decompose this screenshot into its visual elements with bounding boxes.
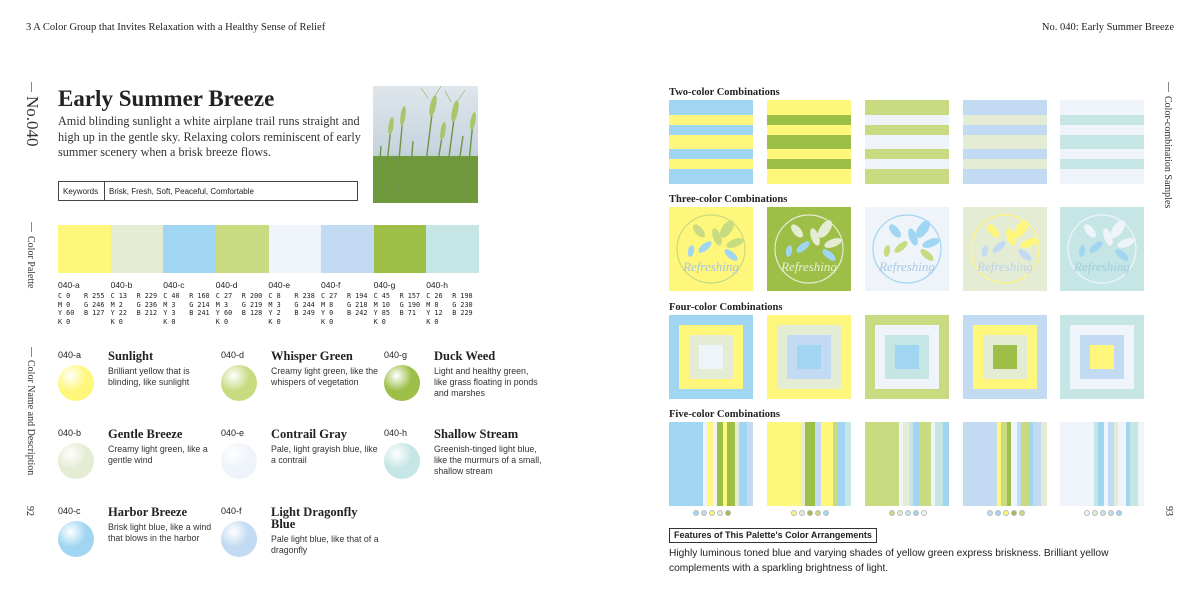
palette-code: [374, 281, 426, 326]
color-sphere: [58, 365, 94, 401]
rgb-value: B 212: [136, 309, 158, 318]
side-rule: [31, 82, 32, 92]
five-color-tile: [767, 422, 851, 506]
color-dot: [1100, 510, 1106, 516]
rgb-value: G 236: [136, 300, 158, 309]
two-color-title: Two-color Combinations: [669, 87, 780, 98]
keywords-box: [58, 181, 358, 201]
palette-code-id: 040-a: [58, 280, 80, 290]
color-dot: [693, 510, 699, 516]
rgb-value: B 71: [399, 309, 416, 318]
four-color-tile: [767, 315, 851, 399]
rgb-value: [84, 318, 110, 327]
three-color-title: Three-color Combinations: [669, 194, 788, 205]
color-description: Creamy light green, like the whispers of vegetation: [271, 366, 379, 387]
color-id: 040-e: [221, 428, 245, 438]
color-name: Light Dragonfly Blue: [271, 505, 358, 531]
cmyk-value: M 3: [268, 300, 281, 309]
rgb-value: B 127: [84, 309, 105, 318]
cmyk-value: M 0: [426, 300, 439, 309]
cmyk-value: K 0: [110, 317, 123, 326]
rgb-value: [294, 318, 320, 327]
color-dot: [913, 510, 919, 516]
three-color-tile: [1060, 207, 1144, 291]
rgb-value: [347, 318, 373, 327]
two-color-tile: [669, 100, 753, 184]
palette-code-id: 040-g: [373, 280, 396, 290]
rgb-value: B 242: [347, 309, 368, 318]
color-dots: [693, 510, 731, 518]
cmyk-value: C 27: [321, 292, 338, 300]
rgb-value: B 128: [241, 309, 263, 318]
color-dot: [1011, 510, 1017, 516]
running-head-left: 3 A Color Group that Invites Relaxation with a Healthy Sense of Relief: [26, 22, 326, 33]
keywords-label: Keywords: [59, 182, 105, 200]
palette-code-id: 040-f: [321, 280, 341, 290]
rgb-value: G 219: [241, 300, 263, 309]
palette-code: [58, 281, 110, 326]
palette-code: [163, 281, 215, 326]
side-label-palette: Color Palette: [25, 236, 36, 289]
leaf-illustration: [669, 207, 753, 291]
color-name: Harbor Breeze: [108, 505, 188, 519]
rgb-value: R 198: [452, 292, 473, 300]
color-dot: [1003, 510, 1009, 516]
features-label: Features of This Palette's Color Arrangements: [669, 528, 877, 543]
four-color-tile: [669, 315, 753, 399]
cmyk-value: M 10: [373, 300, 390, 309]
page-number-right: 93: [1163, 506, 1174, 516]
rgb-value: [137, 318, 163, 327]
color-dot: [725, 510, 731, 516]
keywords-value: Brisk, Fresh, Soft, Peaceful, Comfortable: [109, 187, 254, 196]
cmyk-value: C 27: [215, 292, 233, 300]
color-description: Light and healthy green, like grass floating in ponds and marshes: [434, 366, 538, 398]
color-id: 040-h: [384, 428, 408, 438]
color-name: Sunlight: [108, 349, 154, 363]
three-color-tile: [865, 207, 949, 291]
palette-code: [426, 281, 478, 326]
cmyk-value: M 2: [110, 300, 123, 309]
color-dot: [1084, 510, 1090, 516]
two-color-tile: [767, 100, 851, 184]
color-dot: [1108, 510, 1114, 516]
color-dot: [823, 510, 829, 516]
palette-swatch: [216, 225, 269, 273]
color-entry: [58, 350, 218, 420]
color-dot: [1092, 510, 1098, 516]
five-color-tile: [1060, 422, 1144, 506]
color-sphere: [221, 443, 257, 479]
palette-code-id: 040-e: [268, 280, 291, 290]
color-id: 040-f: [221, 506, 242, 516]
cmyk-value: K 0: [373, 317, 386, 326]
palette-code: [111, 281, 163, 326]
color-name: Shallow Stream: [434, 427, 519, 441]
color-sphere: [221, 365, 257, 401]
color-name: Whisper Green: [271, 349, 353, 363]
color-dot: [1019, 510, 1025, 516]
palette-swatch: [58, 225, 111, 273]
cmyk-value: K 0: [321, 317, 334, 326]
color-dot: [717, 510, 723, 516]
refreshing-lettering: Refreshing: [683, 259, 739, 274]
color-dots: [987, 510, 1025, 518]
two-color-tile: [1060, 100, 1144, 184]
color-description: Brilliant yellow that is blinding, like sunlight: [108, 366, 190, 387]
refreshing-lettering: Refreshing: [781, 259, 837, 274]
palette-strip: [58, 225, 479, 273]
page-title: Early Summer Breeze: [58, 86, 275, 111]
rgb-value: G 190: [399, 300, 421, 309]
rgb-value: R 255: [84, 292, 105, 300]
color-dot: [921, 510, 927, 516]
color-entry: [384, 350, 544, 420]
rgb-value: [242, 318, 268, 327]
cmyk-value: M 3: [215, 300, 229, 309]
rgb-value: R 238: [294, 292, 315, 300]
color-dot: [807, 510, 813, 516]
leaf-illustration: [1060, 207, 1144, 291]
palette-code: [321, 281, 373, 326]
page-description: Amid blinding sunlight a white airplane trail runs straight and high up in the gentle sky. Relaxing colors reminiscent of early summer scenery when a brisk breeze flows.: [58, 114, 361, 159]
color-dot: [799, 510, 805, 516]
side-rule: [31, 347, 32, 357]
color-description: Pale, light grayish blue, like a contrail: [271, 444, 378, 465]
color-id: 040-b: [58, 428, 82, 438]
rgb-value: G 218: [347, 300, 368, 309]
rgb-value: R 194: [347, 292, 368, 300]
color-sphere: [58, 521, 94, 557]
cmyk-value: Y 12: [426, 309, 443, 318]
color-entry: [221, 506, 381, 576]
four-color-tile: [865, 315, 949, 399]
color-description: Creamy light green, like a gentle wind: [108, 444, 208, 465]
palette-swatch: [321, 225, 374, 273]
refreshing-lettering: Refreshing: [977, 259, 1033, 274]
cmyk-value: K 0: [163, 317, 176, 326]
five-color-title: Five-color Combinations: [669, 409, 780, 420]
color-dots: [1084, 510, 1122, 518]
cmyk-value: Y 0: [321, 309, 334, 318]
color-dot: [905, 510, 911, 516]
wheat-field-photo: [373, 86, 478, 203]
palette-code: [216, 281, 268, 326]
color-dots: [889, 510, 927, 518]
leaf-illustration: [767, 207, 851, 291]
five-color-tile: [865, 422, 949, 506]
cmyk-value: C 26: [426, 292, 443, 300]
color-entry: [58, 428, 218, 498]
three-color-tile: [963, 207, 1047, 291]
color-sphere: [384, 443, 420, 479]
rgb-value: [452, 318, 478, 327]
color-entry: [221, 428, 381, 498]
color-sphere: [384, 365, 420, 401]
four-color-title: Four-color Combinations: [669, 302, 783, 313]
palette-number: No.040: [23, 96, 42, 147]
rgb-value: R 200: [241, 292, 263, 300]
side-rule: [1168, 82, 1169, 92]
palette-swatch: [374, 225, 427, 273]
rgb-value: B 229: [452, 309, 473, 318]
side-label-name-desc: Color Name and Description: [25, 360, 36, 476]
cmyk-value: Y 85: [373, 309, 390, 318]
side-label-samples: Color-combination Samples: [1162, 96, 1173, 209]
color-entry: [384, 428, 544, 498]
cmyk-value: K 0: [268, 317, 281, 326]
running-head-right: No. 040: Early Summer Breeze: [1041, 22, 1174, 33]
five-color-tile: [963, 422, 1047, 506]
palette-code: [268, 281, 320, 326]
rgb-value: [189, 318, 215, 327]
cmyk-value: M 0: [58, 300, 71, 309]
color-dot: [1116, 510, 1122, 516]
palette-swatch: [426, 225, 479, 273]
color-dot: [889, 510, 895, 516]
refreshing-lettering: Refreshing: [1074, 259, 1130, 274]
cmyk-value: Y 22: [110, 309, 127, 318]
page-number-left: 92: [24, 506, 35, 516]
rgb-value: B 249: [294, 309, 315, 318]
leaf-illustration: [963, 207, 1047, 291]
cmyk-value: C 40: [163, 292, 180, 300]
palette-code-id: 040-h: [426, 280, 448, 290]
color-dot: [815, 510, 821, 516]
color-dot: [897, 510, 903, 516]
color-name: Gentle Breeze: [108, 427, 183, 441]
color-dot: [987, 510, 993, 516]
color-id: 040-d: [221, 350, 245, 360]
color-id: 040-c: [58, 506, 81, 516]
rgb-value: G 244: [294, 300, 315, 309]
color-sphere: [221, 521, 257, 557]
refreshing-lettering: Refreshing: [879, 259, 935, 274]
palette-code-id: 040-c: [163, 280, 185, 290]
color-dot: [709, 510, 715, 516]
two-color-tile: [865, 100, 949, 184]
cmyk-value: M 8: [321, 300, 334, 309]
rgb-value: G 230: [452, 300, 473, 309]
four-color-tile: [963, 315, 1047, 399]
color-dot: [701, 510, 707, 516]
rgb-value: [400, 318, 426, 327]
two-color-tile: [963, 100, 1047, 184]
rgb-value: G 214: [189, 300, 210, 309]
color-name: Duck Weed: [434, 349, 496, 363]
color-dot: [791, 510, 797, 516]
color-entry: [58, 506, 218, 576]
three-color-tile: [669, 207, 753, 291]
palette-code-id: 040-b: [110, 280, 133, 290]
palette-swatch: [163, 225, 216, 273]
palette-swatch: [111, 225, 164, 273]
color-dot: [995, 510, 1001, 516]
cmyk-value: Y 3: [163, 309, 176, 318]
three-color-tile: [767, 207, 851, 291]
color-description: Brisk light blue, like a wind that blows in the harbor: [108, 522, 212, 543]
leaf-illustration: [865, 207, 949, 291]
cmyk-value: K 0: [58, 317, 71, 326]
rgb-value: B 241: [189, 309, 210, 318]
color-dots: [791, 510, 829, 518]
cmyk-value: Y 60: [58, 309, 75, 318]
features-text: Highly luminous toned blue and varying shades of yellow green express briskness. Brilliant yellow complements with a sparkling brightness of light.: [669, 548, 1109, 574]
rgb-value: G 246: [84, 300, 105, 309]
color-name: Contrail Gray: [271, 427, 348, 441]
cmyk-value: C 45: [373, 292, 390, 300]
rgb-value: R 229: [136, 292, 158, 300]
palette-code-id: 040-d: [215, 280, 238, 290]
color-id: 040-a: [58, 350, 82, 360]
color-entry: [221, 350, 381, 420]
cmyk-value: M 3: [163, 300, 176, 309]
side-rule: [31, 222, 32, 232]
rgb-value: R 160: [189, 292, 210, 300]
cmyk-value: C 8: [268, 292, 281, 300]
color-description: Pale light blue, like that of a dragonfly: [271, 534, 379, 555]
cmyk-value: Y 2: [268, 309, 281, 318]
cmyk-value: C 0: [58, 292, 71, 300]
cmyk-value: K 0: [215, 317, 229, 326]
color-id: 040-g: [384, 350, 408, 360]
cmyk-value: Y 60: [215, 309, 233, 318]
cmyk-value: C 13: [110, 292, 127, 300]
rgb-value: R 157: [399, 292, 421, 300]
cmyk-value: K 0: [426, 317, 439, 326]
four-color-tile: [1060, 315, 1144, 399]
color-description: Greenish-tinged light blue, like the murmurs of a small, shallow stream: [434, 444, 542, 476]
palette-swatch: [269, 225, 322, 273]
color-sphere: [58, 443, 94, 479]
five-color-tile: [669, 422, 753, 506]
